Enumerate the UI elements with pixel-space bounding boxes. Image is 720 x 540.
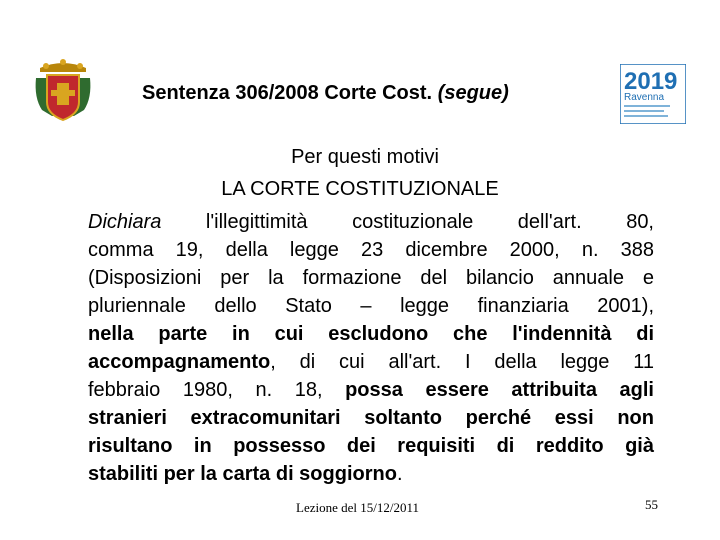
- slide-title: [142, 82, 592, 105]
- body-text-segment: stabiliti per la carta di soggiorno: [88, 463, 397, 485]
- body-line: [88, 462, 654, 486]
- section-heading: Per questi motivi: [291, 146, 439, 168]
- body-line: [88, 322, 654, 346]
- body-text-segment: l'illegittimità costituzionale dell'art. 80,: [161, 211, 654, 233]
- body-text-segment: , di cui all'art. I della legge 11: [270, 351, 654, 373]
- slide-title-main: Sentenza 306/2008 Corte Cost.: [142, 82, 433, 104]
- logo-year: 2019: [624, 68, 678, 95]
- ravenna-2019-logo: [620, 64, 686, 124]
- body-text-segment: possa essere attribuita agli: [345, 379, 654, 401]
- coat-of-arms-logo: [34, 58, 92, 124]
- body-line: [88, 350, 654, 374]
- body-text-segment: nella parte in cui escludono che l'indennità di: [88, 323, 654, 345]
- court-heading: LA CORTE COSTITUZIONALE: [221, 178, 499, 200]
- body-line: [88, 266, 654, 290]
- body-text-segment: febbraio 1980, n. 18,: [88, 379, 346, 401]
- logo-city: Ravenna: [624, 92, 665, 103]
- body-text-segment: (Disposizioni per la formazione del bilancio annuale e: [88, 267, 654, 289]
- body-text-segment: pluriennale dello Stato – legge finanziaria 2001),: [88, 295, 654, 317]
- footer-lecture-date: Lezione del 15/12/2011: [296, 500, 419, 515]
- body-line: [88, 238, 654, 262]
- body-text-segment: Dichiara: [88, 211, 162, 233]
- slide-title-suffix: (segue): [437, 82, 509, 104]
- body-line: [88, 294, 654, 318]
- body-line: [88, 378, 654, 402]
- body-line: [88, 406, 654, 430]
- body-line: [88, 434, 654, 458]
- page-number: 55: [645, 497, 658, 512]
- body-line: [88, 210, 654, 234]
- body-text-segment: accompagnamento: [88, 351, 271, 373]
- body-text-segment: comma 19, della legge 23 dicembre 2000, n. 388: [88, 239, 654, 261]
- body-text-segment: .: [396, 463, 403, 485]
- body-text-segment: risultano in possesso dei requisiti di reddito già: [88, 435, 654, 457]
- body-text-segment: stranieri extracomunitari soltanto perché essi non: [88, 407, 654, 429]
